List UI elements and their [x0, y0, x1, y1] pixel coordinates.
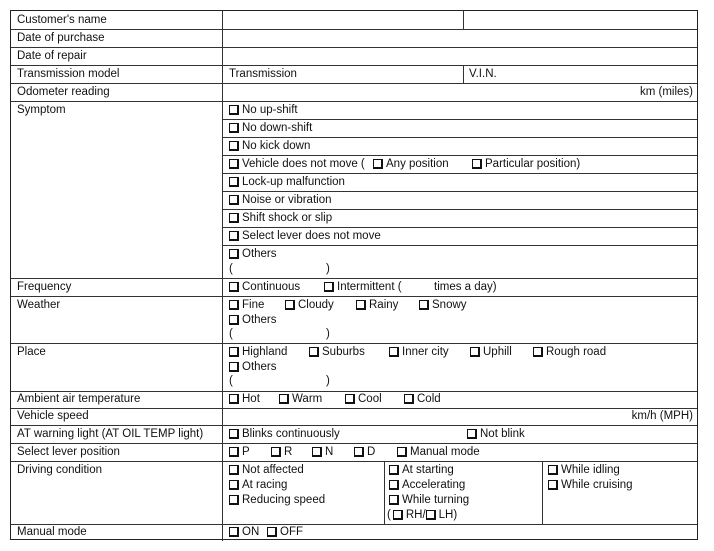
checkbox[interactable] [229, 465, 239, 475]
weather-others-paren-close: ) [326, 328, 330, 340]
option-not-affected[interactable]: Not affected [229, 463, 304, 477]
checkbox[interactable] [229, 495, 239, 505]
option-hot[interactable]: Hot [229, 392, 260, 406]
times-a-day-label: times a day) [434, 281, 497, 293]
option-no-down-shift[interactable]: No down-shift [229, 121, 312, 135]
label-vehicle-speed: Vehicle speed [17, 410, 89, 422]
lh-checkbox[interactable] [426, 510, 436, 520]
label-at-warning-light: AT warning light (AT OIL TEMP light) [17, 428, 204, 440]
row-divider [11, 296, 697, 297]
option-no-up-shift[interactable]: No up-shift [229, 103, 298, 117]
option-weather-others[interactable]: Others [229, 313, 277, 327]
checkbox[interactable] [533, 347, 543, 357]
checkbox[interactable] [229, 527, 239, 537]
label-weather: Weather [17, 299, 61, 311]
checkbox[interactable] [285, 300, 295, 310]
row-divider [11, 443, 697, 444]
label-place: Place [17, 346, 46, 358]
symptom-divider [222, 173, 697, 174]
option-fine[interactable]: Fine [229, 298, 264, 312]
checkbox[interactable] [548, 465, 558, 475]
option-while-cruising[interactable]: While cruising [548, 478, 633, 492]
weather-others-paren-open: ( [229, 328, 233, 340]
option-reducing-speed[interactable]: Reducing speed [229, 493, 325, 507]
option-lever-p[interactable]: P [229, 445, 250, 459]
row-divider [11, 278, 697, 279]
row-divider [11, 524, 697, 525]
label-frequency: Frequency [17, 281, 72, 293]
checkbox[interactable] [324, 282, 334, 292]
checkbox[interactable] [229, 141, 239, 151]
option-lever-d[interactable]: D [354, 445, 375, 459]
option-manual-on[interactable]: ON [229, 525, 259, 539]
symptom-divider [222, 191, 697, 192]
turning-direction: ( RH/ LH) [387, 509, 458, 521]
label-manual-mode: Manual mode [17, 526, 87, 538]
label-date-of-repair: Date of repair [17, 50, 87, 62]
label-transmission-model: Transmission model [17, 68, 120, 80]
checkbox[interactable] [548, 480, 558, 490]
odometer-unit: km (miles) [639, 86, 693, 98]
label-driving-condition: Driving condition [17, 464, 103, 476]
option-particular-position[interactable]: Particular position) [472, 157, 580, 171]
checkbox[interactable] [397, 447, 407, 457]
checkbox[interactable] [229, 282, 239, 292]
label-odometer-reading: Odometer reading [17, 86, 110, 98]
checkbox[interactable] [345, 394, 355, 404]
option-symptom-others[interactable]: Others [229, 247, 277, 261]
option-any-position[interactable]: Any position [373, 157, 449, 171]
option-lever-n[interactable]: N [312, 445, 333, 459]
transmission-cell-divider [463, 65, 464, 83]
option-warm[interactable]: Warm [279, 392, 322, 406]
checkbox[interactable] [229, 315, 239, 325]
checkbox[interactable] [279, 394, 289, 404]
checkbox[interactable] [229, 394, 239, 404]
option-shift-shock-or-slip[interactable]: Shift shock or slip [229, 211, 332, 225]
option-highland[interactable]: Highland [229, 345, 287, 359]
option-lever-r[interactable]: R [271, 445, 292, 459]
row-divider [11, 101, 697, 102]
checkbox[interactable] [389, 495, 399, 505]
symptom-others-paren-open: ( [229, 263, 233, 275]
label-ambient-air-temperature: Ambient air temperature [17, 393, 141, 405]
checkbox[interactable] [229, 347, 239, 357]
option-rainy[interactable]: Rainy [356, 298, 398, 312]
option-at-racing[interactable]: At racing [229, 478, 287, 492]
option-intermittent[interactable]: Intermittent ( [324, 280, 402, 294]
symptom-divider [222, 245, 697, 246]
option-uphill[interactable]: Uphill [470, 345, 512, 359]
checkbox[interactable] [312, 447, 322, 457]
checkbox[interactable] [389, 347, 399, 357]
checkbox[interactable] [470, 347, 480, 357]
option-select-lever-does-not-move[interactable]: Select lever does not move [229, 229, 381, 243]
option-accelerating[interactable]: Accelerating [389, 478, 465, 492]
row-divider [11, 65, 697, 66]
checkbox[interactable] [267, 527, 277, 537]
option-not-blink[interactable]: Not blink [467, 427, 525, 441]
name-cell-divider [463, 11, 464, 29]
label-date-of-purchase: Date of purchase [17, 32, 105, 44]
option-while-idling[interactable]: While idling [548, 463, 620, 477]
row-divider [11, 83, 697, 84]
checkbox[interactable] [271, 447, 281, 457]
option-manual-off[interactable]: OFF [267, 525, 303, 539]
option-cold[interactable]: Cold [404, 392, 441, 406]
option-cool[interactable]: Cool [345, 392, 382, 406]
checkbox[interactable] [389, 465, 399, 475]
vehicle-speed-unit: km/h (MPH) [631, 410, 693, 422]
checkbox[interactable] [229, 429, 239, 439]
option-at-starting[interactable]: At starting [389, 463, 454, 477]
checkbox[interactable] [229, 480, 239, 490]
checkbox[interactable] [404, 394, 414, 404]
option-blinks-continuously[interactable]: Blinks continuously [229, 427, 340, 441]
checkbox[interactable] [229, 123, 239, 133]
row-divider [11, 408, 697, 409]
row-divider [11, 47, 697, 48]
checkbox[interactable] [419, 300, 429, 310]
option-continuous[interactable]: Continuous [229, 280, 300, 294]
vin-label: V.I.N. [469, 68, 497, 80]
option-rough-road[interactable]: Rough road [533, 345, 606, 359]
option-noise-or-vibration[interactable]: Noise or vibration [229, 193, 331, 207]
label-select-lever-position: Select lever position [17, 446, 120, 458]
checkbox[interactable] [309, 347, 319, 357]
symptom-divider [222, 155, 697, 156]
option-lock-up-malfunction[interactable]: Lock-up malfunction [229, 175, 345, 189]
label-customer-name: Customer's name [17, 14, 107, 26]
checkbox[interactable] [229, 105, 239, 115]
checkbox[interactable] [229, 300, 239, 310]
checkbox[interactable] [354, 447, 364, 457]
symptom-divider [222, 119, 697, 120]
driving-col-divider-2 [542, 461, 543, 524]
symptom-divider [222, 137, 697, 138]
checkbox[interactable] [229, 213, 239, 223]
rh-checkbox[interactable] [393, 510, 403, 520]
checkbox[interactable] [229, 195, 239, 205]
row-divider [11, 461, 697, 462]
option-cloudy[interactable]: Cloudy [285, 298, 334, 312]
checkbox[interactable] [229, 447, 239, 457]
checkbox[interactable] [389, 480, 399, 490]
option-vehicle-does-not-move[interactable]: Vehicle does not move ( [229, 157, 365, 171]
option-place-others[interactable]: Others [229, 360, 277, 374]
checkbox[interactable] [229, 177, 239, 187]
row-divider [11, 425, 697, 426]
option-no-kick-down[interactable]: No kick down [229, 139, 310, 153]
option-suburbs[interactable]: Suburbs [309, 345, 365, 359]
checkbox[interactable] [229, 159, 239, 169]
option-while-turning[interactable]: While turning [389, 493, 469, 507]
checkbox[interactable] [229, 362, 239, 372]
option-inner-city[interactable]: Inner city [389, 345, 449, 359]
diagnostic-worksheet [10, 10, 698, 540]
option-snowy[interactable]: Snowy [419, 298, 467, 312]
checkbox[interactable] [356, 300, 366, 310]
place-others-paren-open: ( [229, 375, 233, 387]
checkbox[interactable] [467, 429, 477, 439]
symptom-others-paren-close: ) [326, 263, 330, 275]
transmission-label: Transmission [229, 68, 297, 80]
driving-col-divider-1 [384, 461, 385, 524]
symptom-divider [222, 227, 697, 228]
symptom-divider [222, 209, 697, 210]
row-divider [11, 29, 697, 30]
label-symptom: Symptom [17, 104, 66, 116]
place-others-paren-close: ) [326, 375, 330, 387]
checkbox[interactable] [472, 159, 482, 169]
option-lever-manual-mode[interactable]: Manual mode [397, 445, 480, 459]
checkbox[interactable] [229, 231, 239, 241]
checkbox[interactable] [229, 249, 239, 259]
row-divider [11, 343, 697, 344]
checkbox[interactable] [373, 159, 383, 169]
